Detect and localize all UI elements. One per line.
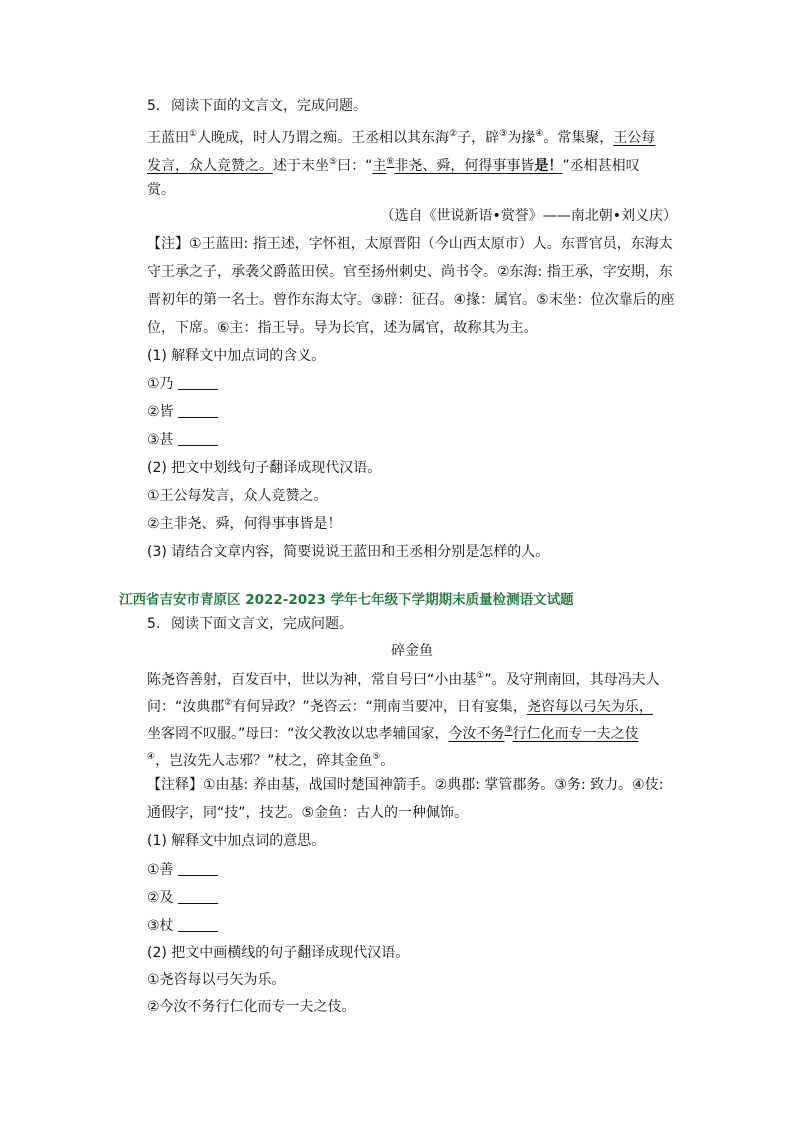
q1-word-2 [147, 402, 677, 422]
q2-note-line-2: 通假字，同“技”，技艺。⑤金鱼：古人的一种佩饰。 [147, 805, 469, 821]
answer-blank[interactable] [178, 431, 218, 446]
q1-passage-line-2 [147, 152, 677, 176]
text: 曰：“ [337, 158, 373, 174]
answer-blank[interactable] [178, 403, 218, 418]
q2-word-1 [147, 860, 677, 880]
word-label: ②皆 [147, 404, 174, 420]
q2-passage-line-1 [147, 666, 677, 690]
underlined-sentence: 行仁化而专一夫之伎 [512, 726, 639, 742]
q2-instruction-line [147, 614, 677, 634]
footnote-mark: ① [189, 129, 198, 139]
word-label: ①善 [147, 862, 174, 878]
underlined-sentence: 主 [372, 158, 387, 174]
q2-word-3 [147, 916, 677, 936]
q2-number: 5. [147, 616, 161, 632]
word-label: ③杖 [147, 918, 174, 934]
q1-instruction: 阅读下面的文言文，完成问题。 [171, 98, 367, 114]
q2-sub-question-2: (2) 把文中画横线的句子翻译成现代汉语。 [147, 945, 410, 961]
q2-word-2 [147, 888, 677, 908]
answer-blank[interactable] [178, 375, 218, 390]
underlined-sentence: 是！ [534, 158, 563, 174]
q1-translate-1: ①王公每发言，众人竞赞之。 [147, 488, 328, 504]
text: 人晚成，时人乃谓之痴。王丞相以其东海 [197, 130, 450, 146]
q2-passage-line-2 [147, 693, 677, 717]
q1-sub-question-2: (2) 把文中划线句子翻译成现代汉语。 [147, 460, 382, 476]
q1-source [147, 206, 677, 226]
exam-source-heading: 江西省吉安市青原区 2022-2023 学年七年级下学期期末质量检测语文试题 [119, 592, 574, 608]
text: 子，辟 [457, 130, 500, 146]
text: 丞相甚相叹 [569, 158, 640, 174]
q2-translate-1: ①尧咨每以弓矢为乐。 [147, 972, 286, 988]
text: 述于末坐 [273, 158, 329, 174]
underlined-sentence: 王公每 [613, 130, 656, 146]
q1-note-line-1: 【注】①王蓝田: 指王述，字怀祖，太原晋阳（今山西太原市）人。东晋官员，东海太 [147, 236, 673, 252]
footnote-mark: ⑥ [386, 157, 395, 167]
footnote-mark: ④ [535, 129, 544, 139]
q1-note-line-4: 位，下席。⑥主：指王导。导为长官，述为属官，故称其为主。 [147, 320, 538, 336]
underlined-sentence: 非尧、舜，何得事事皆 [394, 158, 535, 174]
text: 为掾 [507, 130, 536, 146]
text: ”。及守荆南回，其母冯夫人 [484, 672, 660, 688]
underlined-sentence: 发言，众人竞赞之。 [147, 158, 273, 174]
q1-passage-line-3 [147, 180, 677, 200]
footnote-mark: ① [476, 671, 485, 681]
text: 。 [380, 753, 395, 769]
q2-passage-title: 碎金鱼 [391, 643, 433, 659]
q1-word-1 [147, 374, 677, 394]
word-label: ③甚 [147, 432, 174, 448]
q2-note-line-1: 【注释】①由基: 养由基，战国时楚国神箭手。②典郡: 掌管郡务。③务: 致力。④伎: [147, 777, 664, 793]
q1-note-line-2: 守王承之子，承袭父爵蓝田侯。官至扬州刺史、尚书令。②东海: 指王承，字安期，东 [147, 264, 673, 280]
q1-sub-question-1: (1) 解释文中加点词的含义。 [147, 348, 326, 364]
q2-passage-line-3 [147, 720, 677, 744]
text: 。常集聚， [543, 130, 614, 146]
q1-translate-2: ②主非尧、舜，何得事事皆是！ [147, 516, 342, 532]
footnote-mark: ③ [504, 725, 513, 735]
footnote-mark: ③ [499, 129, 508, 139]
q2-instruction: 阅读下面文言文，完成问题。 [171, 616, 353, 632]
q1-note-line-3: 晋初年的第一名士。曾作东海太守。③辟：征召。④掾：属官。⑤末坐：位次靠后的座 [147, 292, 675, 308]
q1-sub-question-3: (3) 请结合文章内容，简要说说王蓝田和王丞相分别是怎样的人。 [147, 544, 550, 560]
footnote-mark: ② [449, 129, 458, 139]
underlined-sentence: 尧咨每以弓矢为乐， [526, 699, 653, 715]
text: 问：“汝典郡 [147, 699, 225, 715]
q1-number: 5. [147, 98, 161, 114]
q2-passage-line-4 [147, 747, 677, 771]
text: ” [562, 158, 570, 174]
q2-sub-question-1: (1) 解释文中加点词的意思。 [147, 833, 326, 849]
footnote-mark: ⑤ [372, 752, 381, 762]
answer-blank[interactable] [178, 861, 218, 876]
footnote-mark: ⑤ [329, 157, 338, 167]
footnote-mark: ② [224, 698, 233, 708]
text: ，岂汝先人志邪？”杖之，碎其金鱼 [155, 753, 373, 769]
q2-translate-2: ②今汝不务行仁化而专一夫之伎。 [147, 999, 356, 1015]
text: 陈尧咨善射，百发百中，世以为神，常自号曰“小由基 [147, 672, 477, 688]
q1-instruction-line [147, 96, 677, 116]
q1-passage-line-1 [147, 124, 677, 148]
word-label: ①乃 [147, 376, 174, 392]
text: 有何异政？”尧咨云：“荆南当要冲，日有宴集， [232, 699, 527, 715]
word-label: ②及 [147, 890, 174, 906]
q1-word-3 [147, 430, 677, 450]
footnote-mark: ④ [147, 752, 156, 762]
underlined-sentence: 今汝不务 [448, 726, 505, 742]
text: 赏。 [147, 182, 175, 198]
answer-blank[interactable] [178, 917, 218, 932]
answer-blank[interactable] [178, 889, 218, 904]
text: 王蓝田 [147, 130, 189, 146]
source-citation: （选自《世说新语•赏誉》——南北朝•刘义庆） [380, 208, 677, 224]
text: 坐客罔不叹服。”母曰：“汝父教汝以忠孝辅国家， [147, 726, 449, 742]
